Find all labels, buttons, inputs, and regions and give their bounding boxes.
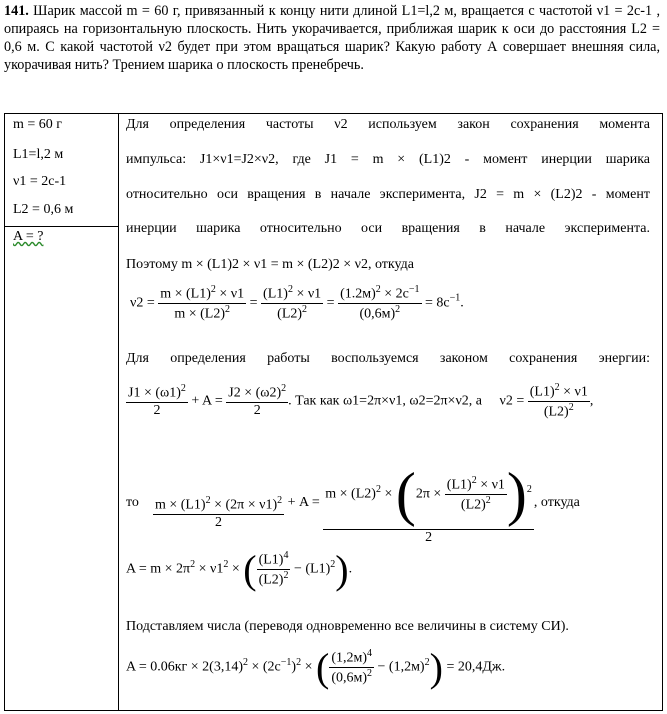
formula-work-2: $A = m \times 2\pi^2 \times \nu 1^2$ × ( $\frac{(L1)^4}{(L2)^2}$ − $(L1)^2$). [126,547,353,592]
problem-number: 141. [4,3,29,19]
solution-line-3: относительно оси вращения в начале эксперимента, J2 = m × (L2)2 - момент [126,187,650,202]
given-column [5,114,119,710]
given-divider [5,226,118,227]
solution-line-2: импульса: J1×ν1=J2×ν2, где J1 = m × (L1)2 - момент инерции шарика [126,152,650,167]
formula-nu2: ν2 = $\frac{m \times (L1)^2 \times \nu 1}{m \times (L2)^2}$ = $\frac{(L1)^2 \times \nu 1}{(L2)^2}$ = $(1.2м)^2 \times 2с^{-1}$ $(0,6м)^2$ = $8с^{-1}$. [130,284,464,322]
given-length-2: L2 = 0,6 м [13,202,74,217]
problem-text: Шарик массой m = 60 г, привязанный к концу нити длиной L1=l,2 м, вращается с частотой ν1 = 2с-1 , опираясь на горизонтальную плоскость. Нить укорачивается, приближая шарик к оси до расстояния L2 = 0,6 м. С какой частотой ν2 будет при этом вращаться шарик? Какую работу А совершает внешняя сила, укорачивая нить? Трением шарика о плоскость пренебречь. [4,3,660,73]
then-word: , откуда [533,495,580,511]
given-frequency-1: ν1 = 2с-1 [13,174,67,189]
problem-statement [4,2,660,74]
to-word: то [126,495,139,511]
formula-final: $A = 0.06кг \times 2(3,14)^2 \times (2с^{-1})^2$ × ( $(1,2м)^4$ $(0,6м)^2$ − $(1,2м)^2) = 20,4Дж$. [126,645,506,690]
solution-line-1: Для определения частоты ν2 используем закон сохранения момента [126,117,650,132]
solution-table [4,113,663,711]
final-result: = 20,4Дж [446,659,502,675]
formula-work-1: то $\frac{m \times (L1)^2 \times (2\pi \times \nu 1)^2}{2}$ + A = $m \times (L2)^2 \times (2\pi$ × $\frac{(L1)^2 \times \nu 1}{(L2)^2}$ )$^2$ 2 , откуда [126,461,580,545]
given-length-1: L1=l,2 м [13,147,64,162]
given-mass: m = 60 г [13,117,63,132]
find-work: A = ? [13,229,44,244]
solution-line-10: Подставляем числа (переводя одновременно все величины в систему СИ). [126,619,569,634]
solution-line-5: Поэтому m × (L1)2 × ν1 = m × (L2)2 × ν2, откуда [126,257,414,272]
formula-energy: $\frac{J1 \times (\omega 1)^2}{2}$ + A = $\frac{J2 \times (\omega 2)^2}{2}$ . Так как ω1=2π×ν1, ω2=2π×ν2, а ν2 = $\frac{(L1)^2 \times \nu 1}{(L2)^2}$ , [128,382,594,420]
solution-line-6: Для определения работы воспользуемся законом сохранения энергии: [126,351,650,366]
solution-line-4: инерции шарика относительно оси вращения в начале эксперимента. [126,221,650,236]
energy-note: . Так как ω1=2π×ν1, ω2=2π×ν2, а [288,393,482,409]
